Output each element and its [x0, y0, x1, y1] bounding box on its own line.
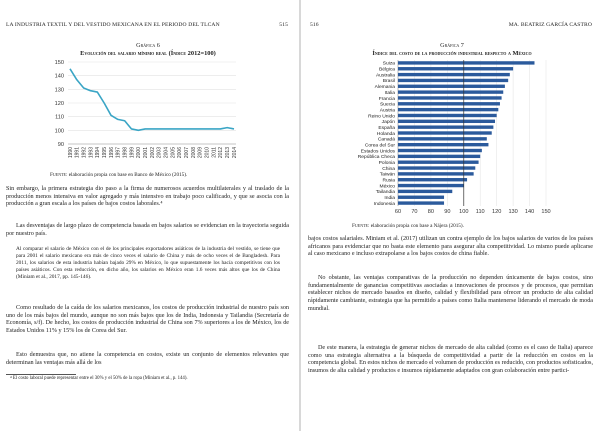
category-label: Holanda: [376, 131, 395, 137]
category-label: Suiza: [382, 61, 395, 67]
x-tick-label: 90: [444, 209, 451, 215]
x-tick-label: 80: [427, 209, 435, 215]
page-number: 515: [279, 22, 288, 28]
y-tick-label: 140: [54, 73, 64, 80]
category-label: Indonesia: [373, 201, 395, 207]
x-tick-label: 1992: [81, 147, 88, 159]
x-tick-label: 130: [508, 209, 518, 215]
running-head-author: MA. BEATRIZ GARCÍA CASTRO: [508, 22, 592, 28]
bar: [398, 67, 513, 70]
x-tick-label: 1996: [108, 147, 115, 159]
category-label: Austria: [379, 108, 395, 114]
x-tick-label: 2005: [170, 147, 177, 159]
category-label: Bélgica: [378, 67, 395, 73]
running-head-title: LA INDUSTRIA TEXTIL Y DEL VESTIDO MEXICANA EN EL PERIODO DEL TLCAN: [6, 22, 220, 28]
x-tick-label: 2013: [224, 147, 231, 159]
bar: [398, 120, 495, 123]
source-text: elaboración propia con base en Banco de México (2015).: [68, 172, 188, 178]
category-label: India: [384, 196, 395, 202]
bar: [398, 96, 502, 99]
paragraph-1: Sin embargo, la primera estrategia dio paso a la firma de numerosos acuerdos multilaterales y al traslado de la producción menos intensiva en valor agregado y más intensivo en trabajo poco calificado, y que se asocia con la producción a gran escala a los países de bajos costos laborales.⁴: [6, 186, 289, 208]
x-tick-label: 2001: [142, 147, 149, 159]
paragraph-2: No obstante, las ventajas comparativas de la producción no dependen únicamente de bajos costos, sino fundamentalmente de ganancias competitivas asociadas a innovaciones de procesos y de procesos, que permitan establecer nichos de mercado basados en diseño, calidad y flexibilidad para ofrecer un producto de alta calidad rápidamente cambiante, estrategia que ha permitido a países como Italia mantenerse liderando el mercado de moda mundial.: [308, 275, 593, 312]
x-tick-label: 2000: [136, 147, 143, 159]
bar: [398, 85, 505, 88]
paragraph-3: De este manera, la estrategia de generar nichos de mercado de alta calidad (como es el caso de Italia) aparece como una estrategia alternativa a la búsqueda de competitividad a partir de la reducción en costos en la competencia global. En estos nichos de mercado el volumen de producción es reducido, con productos sofisticados, insumos de alta calidad y productos e insumos rápidamente adaptados con gran colaboración entre partici-: [308, 345, 593, 375]
category-label: China: [382, 166, 395, 172]
x-tick-label: 1999: [129, 147, 136, 159]
figure-6-source: [50, 172, 187, 178]
bar: [398, 108, 498, 111]
wage-series-line: [70, 69, 234, 131]
page-number: 516: [310, 22, 319, 28]
x-tick-label: 100: [459, 209, 469, 215]
figure-7-source: [352, 223, 464, 229]
category-label: Estados Unidos: [360, 149, 395, 155]
category-label: Taiwán: [379, 172, 395, 178]
figure-7-caption: [304, 42, 600, 57]
x-tick-label: 2008: [190, 147, 197, 159]
figure-6-title: Evolución del salario mínimo real (Índice 2012=100): [80, 49, 216, 57]
category-label: Japón: [381, 120, 395, 126]
wage-line-chart: [44, 58, 240, 176]
bar: [398, 143, 488, 146]
right-page: [304, 0, 600, 431]
source-label: Fuente:: [50, 172, 68, 178]
category-label: Corea del Sur: [364, 143, 395, 149]
y-tick-label: 120: [54, 101, 64, 107]
category-label: Brasil: [382, 79, 395, 85]
bar: [398, 114, 497, 117]
x-tick-label: 2004: [163, 147, 170, 159]
bar: [398, 131, 492, 134]
x-tick-label: 2007: [183, 147, 190, 159]
x-tick-label: 2009: [197, 147, 204, 159]
y-tick-label: 150: [54, 60, 64, 66]
right-running-head: [310, 22, 592, 28]
footnote-rule: [6, 374, 76, 375]
x-tick-label: 2006: [177, 147, 184, 159]
x-tick-label: 2002: [149, 147, 156, 159]
bar: [398, 161, 479, 164]
footnote: ⁴ El costo laboral puede representar entre el 30% y el 50% de la ropa (Miniam et al., p. 144).: [10, 376, 188, 381]
x-tick-label: 1990: [67, 147, 74, 159]
x-tick-label: 1993: [88, 147, 95, 159]
category-label: España: [378, 125, 395, 131]
bar: [398, 61, 534, 64]
category-label: Italia: [384, 90, 395, 96]
category-label: Reino Unido: [368, 114, 395, 120]
x-tick-label: 2010: [204, 147, 211, 159]
left-running-head: [6, 22, 288, 28]
x-tick-label: 1998: [122, 147, 129, 159]
bar: [398, 201, 444, 204]
bar: [398, 149, 482, 152]
x-tick-label: 2014: [231, 147, 238, 159]
x-tick-label: 2011: [211, 147, 218, 158]
category-label: México: [379, 184, 395, 190]
bar: [398, 125, 493, 128]
category-label: Rusia: [382, 178, 395, 184]
x-tick-label: 1994: [95, 147, 102, 159]
figure-7-title: Índice del costo de la producción industrial respecto a México: [372, 49, 532, 57]
bar: [398, 190, 452, 193]
category-label: Polonia: [378, 161, 395, 166]
y-tick-label: 110: [55, 114, 64, 121]
x-tick-label: 110: [475, 209, 485, 215]
paragraph-2: Las desventajas de largo plazo de competencia basada en bajos salarios se evidencian en la trayectoria seguida por nuestro país.: [6, 223, 289, 237]
x-tick-label: 70: [411, 209, 418, 215]
bar: [398, 184, 464, 187]
y-tick-label: 130: [54, 87, 64, 94]
y-tick-label: 100: [54, 128, 64, 135]
left-page: [0, 0, 296, 431]
y-tick-label: 90: [57, 142, 64, 148]
x-tick-label: 2003: [156, 147, 163, 159]
source-label: Fuente:: [352, 223, 370, 229]
category-label: República Checa: [357, 155, 395, 161]
figure-6-label: Gráfica 6: [136, 42, 160, 49]
category-label: Alemania: [374, 85, 395, 91]
x-tick-label: 140: [524, 209, 535, 215]
page-gutter: [299, 0, 301, 431]
x-tick-label: 1997: [115, 147, 122, 159]
x-tick-label: 60: [394, 209, 402, 215]
bar: [398, 178, 467, 181]
bar: [398, 102, 500, 105]
x-tick-label: 150: [541, 209, 551, 215]
figure-7-label: Gráfica 7: [440, 42, 464, 49]
x-tick-label: 1995: [101, 147, 108, 159]
category-label: Tailandia: [375, 190, 395, 196]
category-label: Canadá: [377, 137, 395, 143]
source-text: elaboración propia con base a Nájera (2015).: [370, 223, 464, 229]
category-label: Suecia: [380, 102, 395, 108]
bar: [398, 137, 487, 140]
figure-6-caption: [0, 42, 296, 57]
category-label: Francia: [378, 96, 395, 102]
x-tick-label: 2012: [218, 147, 225, 159]
paragraph-3: Como resultado de la caída de los salarios mexicanos, los costos de producción industrial de nuestro país son uno de los más bajos del mundo, aunque no son más bajos que los de India, Indonesia y Tailandia (Secretaría de Economía, s/f). De hecho, los costos de producción industrial de China son 7% superiores a los de México, los de Estados Unidos 11% y 15% los de Corea del Sur.: [6, 305, 289, 335]
bar: [398, 172, 474, 175]
bar: [398, 79, 508, 82]
x-tick-label: 120: [491, 209, 502, 215]
cost-index-bar-chart: [344, 58, 552, 224]
bar: [398, 90, 503, 93]
paragraph-4: Esto demuestra que, no atiene la competencia en costos, existe un conjunto de elementos relevantes que determinan las ventajas más allá de los: [6, 352, 289, 366]
bar: [398, 196, 444, 199]
category-label: Australia: [375, 73, 395, 79]
x-tick-label: 1991: [74, 147, 81, 159]
bar: [398, 73, 510, 76]
block-quote: Al comparar el salario de México con el de los principales exportadores asiáticos de la industria del vestido, se tiene que para 2001 el salario mexicano era más de cinco veces el salario de China y más de ocho veces el de Bangladesh. Para 2011, los salarios de esta industria habían bajado 29% en México, lo que supuestamente los hacía competitivos con los países asiáticos. Con esta reducción, en dicho año, los salarios en México eran 1.6 veces más altos que los de China (Miniam et al., 2017, pp. 145-146).: [16, 246, 280, 281]
bar: [398, 155, 480, 158]
paragraph-1: bajos costos salariales. Miniam et al. (2017) utilizan un contra ejemplo de los bajos salarios de varios de los países africanos para evidenciar que no basta este elemento para asegurar alta competitividad. Lo mismo puede aplicarse al caso mexicano e incluso extrapolarse a los bajos costos de china fiable.: [308, 236, 593, 258]
